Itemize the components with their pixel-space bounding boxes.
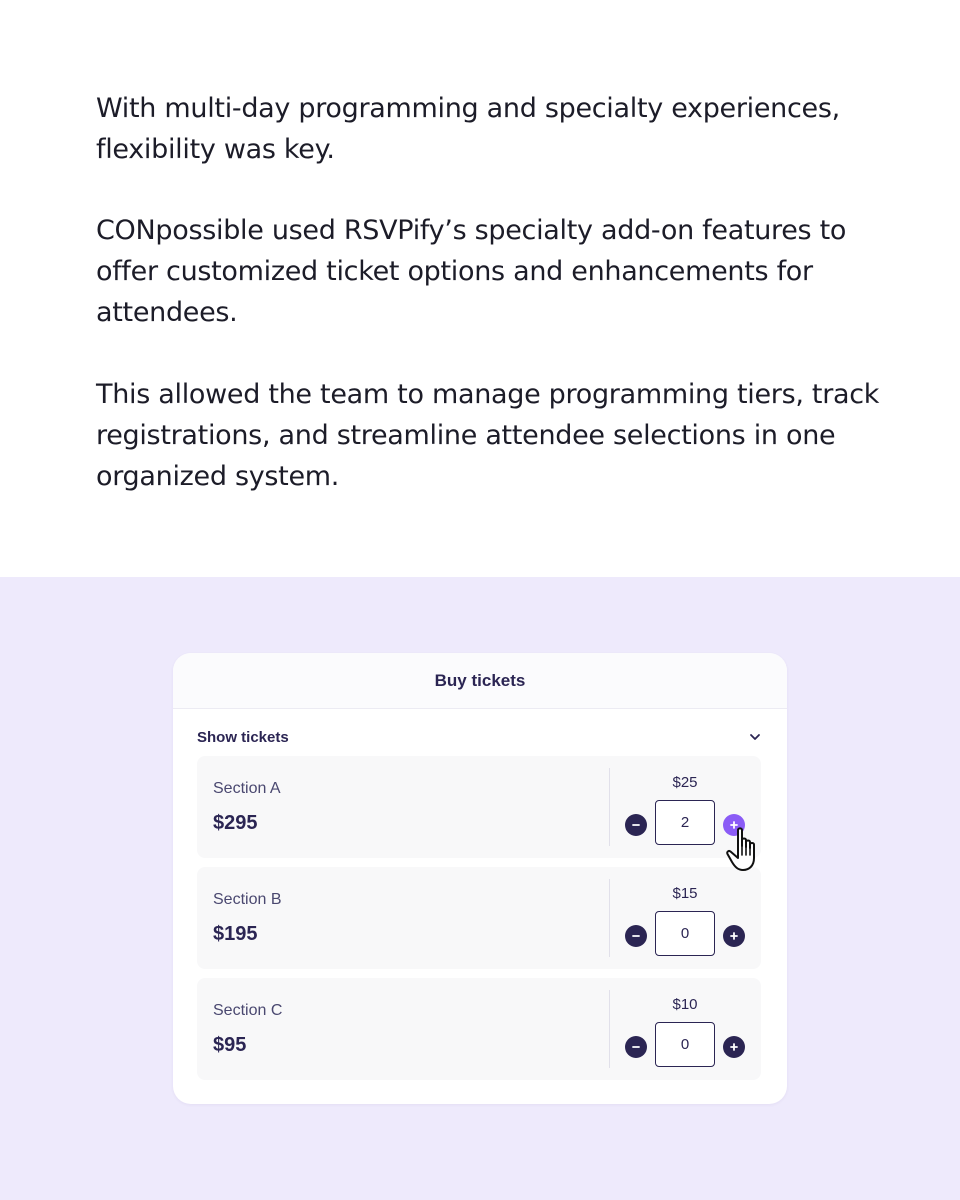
divider [609, 768, 610, 846]
decrement-button[interactable] [625, 814, 647, 836]
show-tickets-toggle[interactable] [197, 725, 763, 749]
addon-price: $25 [672, 774, 698, 791]
quantity-stepper[interactable]: 0 [655, 1022, 715, 1067]
increment-button[interactable] [723, 925, 745, 947]
quantity-stepper[interactable]: 2 [655, 800, 715, 845]
ticket-name: Section B [213, 891, 282, 908]
ticket-name: Section A [213, 780, 281, 797]
chevron-down-icon[interactable] [747, 729, 763, 745]
decrement-button[interactable] [625, 1036, 647, 1058]
ticket-name: Section C [213, 1002, 283, 1019]
intro-paragraph-1: With multi-day programming and specialty experiences, flexibility was key. [96, 93, 840, 165]
intro-paragraph-2: CONpossible used RSVPify’s specialty add-on features to offer customized ticket options and enhancements for attendees. [96, 215, 847, 328]
ticket-row-section-b [197, 867, 761, 969]
ticket-row-section-c [197, 978, 761, 1080]
ticket-price: $295 [213, 812, 258, 834]
minus-icon [631, 1042, 641, 1052]
show-tickets-label: Show tickets [197, 728, 289, 746]
intro-section [0, 0, 960, 577]
plus-icon [729, 931, 739, 941]
minus-icon [631, 820, 641, 830]
divider [609, 879, 610, 957]
ticket-price: $95 [213, 1034, 247, 1056]
increment-button[interactable] [723, 1036, 745, 1058]
plus-icon [729, 1042, 739, 1052]
decrement-button[interactable] [625, 925, 647, 947]
addon-price: $15 [672, 885, 698, 902]
ticket-price: $195 [213, 923, 258, 945]
card-header [173, 653, 787, 709]
divider [609, 990, 610, 1068]
minus-icon [631, 931, 641, 941]
intro-paragraph-3: This allowed the team to manage programming tiers, track registrations, and streamline attendee selections in one organized system. [96, 379, 880, 492]
buy-tickets-card [173, 653, 787, 1104]
addon-price: $10 [672, 996, 698, 1013]
hand-pointer-icon [726, 826, 772, 874]
card-title: Buy tickets [434, 670, 526, 690]
quantity-stepper[interactable]: 0 [655, 911, 715, 956]
ticket-row-section-a [197, 756, 761, 858]
